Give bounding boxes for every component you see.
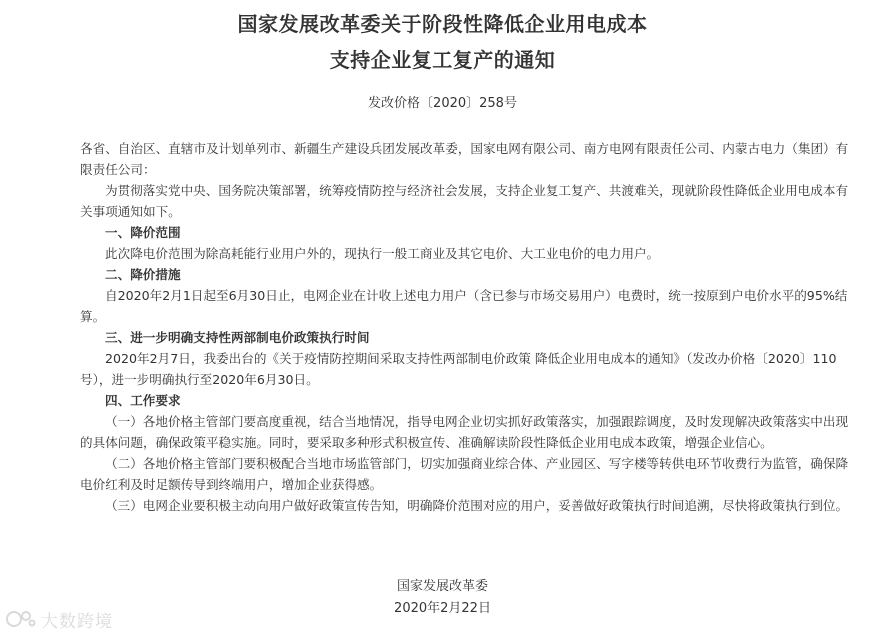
signature-date: 2020年2月22日 <box>394 601 491 616</box>
section-paragraph-scope: 此次降电价范围为除高耗能行业用户外的，现执行一般工商业及其它电价、大工业电价的电力用户。 <box>105 246 660 261</box>
recipients: 各省、自治区、直辖市及计划单列市、新疆生产建设兵团发展改革委，国家电网有限公司、南方电网有限责任公司、内蒙古电力（集团）有限责任公司： <box>80 141 849 177</box>
document-title-line-2: 支持企业复工复产的通知 <box>329 48 556 72</box>
section-paragraph-requirement-3: （三）电网企业要积极主动向用户做好政策宣传告知，明确降价范围对应的用户，妥善做好政策执行时间追溯，尽快将政策执行到位。 <box>105 498 849 513</box>
watermark <box>6 605 113 633</box>
section-paragraph-requirement-1: （一）各地价格主管部门要高度重视，结合当地情况，指导电网企业切实抓好政策落实，加强跟踪调度，及时发现解决政策落实中出现的具体问题，确保政策平稳实施。同时，要采取多种形式积极宣传、准确解读阶段性降低企业用电成本政策，增强企业信心。 <box>80 414 849 450</box>
section-paragraph-measures: 自2020年2月1日起至6月30日止，电网企业在计收上述电力用户（含已参与市场交易用户）电费时，统一按原到户电价水平的95%结算。 <box>80 288 848 324</box>
section-heading-scope: 一、降价范围 <box>105 225 181 240</box>
section-heading-measures: 二、降价措施 <box>105 267 181 282</box>
document-title-line-1: 国家发展改革委关于阶段性降低企业用电成本 <box>237 12 648 36</box>
signature-organization: 国家发展改革委 <box>396 579 488 594</box>
section-heading-requirements: 四、工作要求 <box>105 393 181 408</box>
section-heading-two-part-tariff: 三、进一步明确支持性两部制电价政策执行时间 <box>105 330 370 345</box>
section-paragraph-requirement-2: （二）各地价格主管部门要积极配合当地市场监管部门，切实加强商业综合体、产业园区、写字楼等转供电环节收费行为监管，确保降电价红利及时足额传导到终端用户，增加企业获得感。 <box>80 456 849 492</box>
document-number: 发改价格〔2020〕258号 <box>368 96 517 111</box>
section-paragraph-two-part-tariff: 2020年2月7日，我委出台的《关于疫情防控期间采取支持性两部制电价政策 降低企业用电成本的通知》（发改办价格〔2020〕110号），进一步明确执行至2020年6月30日。 <box>80 351 837 387</box>
intro-paragraph: 为贯彻落实党中央、国务院决策部署，统筹疫情防控与经济社会发展，支持企业复工复产、共渡难关，现就阶段性降低企业用电成本有关事项通知如下。 <box>80 183 849 219</box>
document-body <box>80 138 850 516</box>
watermark-text: 大数跨境 <box>41 611 113 632</box>
watermark-logo-icon <box>6 608 36 630</box>
